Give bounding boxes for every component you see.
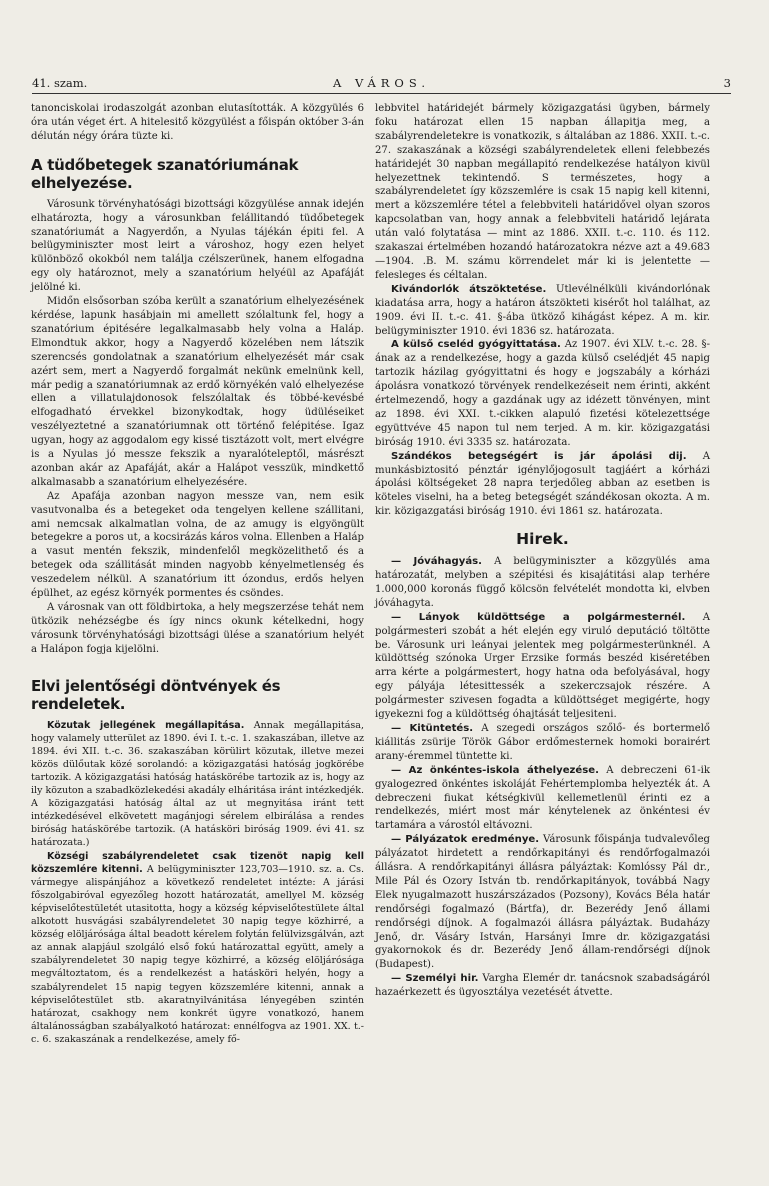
news-item	[375, 555, 710, 611]
ruling-lead: Szándékos betegségért is jár ápolási dij.	[391, 450, 687, 462]
news-lead: — Pályázatok eredménye.	[391, 834, 540, 846]
issue-number: 41. szam.	[32, 76, 88, 90]
decisions-heading: Elvi jelentőségi döntvények és rendeletek.	[31, 676, 281, 713]
news-item	[375, 611, 710, 722]
news-text: A belügyminiszter a közgyülés ama határozatát, melyben a szépitési és kisajátitási alap terhére 1.000,000 koronás függő kölcsön felvételét mondotta ki, elvben jóváhagyta.	[375, 556, 710, 609]
news-item	[375, 764, 710, 834]
ruling-item	[375, 450, 710, 520]
decision-lead: Községi szabályrendeletet csak tizenöt napig kell közszemlére kitenni.	[31, 850, 364, 875]
news-lead: — Személyi hir.	[391, 973, 479, 985]
news-lead: — Lányok küldöttsége a polgármesternél.	[391, 611, 686, 623]
ruling-text: Az 1907. évi XLV. t.-c. 28. §-ának az a rendelkezése, hogy a gazda külső cselédjét 45 napig tartozik házilag gyógyittatni és hogy e jogszabály a kórházi ápolásra vonatkozó törvények rendelkezéseit nem érinti, akként értelmezendő, hogy a gazdának ugy az idézett tönvényen, mint az 1898. évi XXI. t.-cikken alapuló fizetési kötelezettsége együttvéve 45 napon tul nem terjed. A m. kir. közigazgatási biróság 1910. évi 3335 sz. határozata.	[375, 339, 710, 448]
news-lead: — Kitüntetés.	[391, 722, 474, 734]
masthead-title: A VÁROS.	[332, 76, 430, 90]
news-item	[375, 722, 710, 764]
ruling-item	[375, 283, 710, 339]
news-text: Városunk főispánja tudvalevőleg pályázatot hirdetett a rendőrkapitányi és rendőrfogalmazói állásra. A rendőrkapitányi állásra pályáztak: Komlóssy Pál dr., Mile Pál és Ozory István tb. rendőrkapitányok, továbbá Nagy Elek nyugalmazott huszárszázados (Pozsony), Kovács Béla határ rendőrségi fogalmazó (Bártfa), dr. Bezerédy Jenő állami rendőrségi díjnok. A fogalmazói állásra pályáztak. Budaházy Jenő, dr. Vásáry István, Harsányi Imre dr. közigazgatási gyakornokok és dr. Bezerédy Jenő állam-rendőrségi díjnok (Budapest).	[375, 834, 711, 971]
news-lead: — Jóváhagyás.	[391, 556, 482, 568]
decision-text: A belügyminiszter 123,703—1910. sz. a. Cs. vármegye alispánjához a következő rendeletet intézte: A járási főszolgabiróval egyezőleg hozott határozatát, amellyel M. község képviselőtestületét utasitotta, hogy a község képviselőtestülete által alkotott husvágási szabályrendeletet 30 napig tegye közhirré, a község elöljárósága által beadott kérelem folytán felülvizsgálván, azt az annak alapjául szolgáló első fokú határozattal együtt, amely a szabályrendeletet 30 napig tegye közhirré, a község elöljárósága megváltoztatom, és a rendelkezést a hatásköri helyén, hogy a szabályrendelet 15 napig tegyen közszemlére kitenni, annak a képviselőtestület stb. akaratnyilvánitása lényegében szintén határozat, csakhogy nem konkrét ügyre vonatkozó, hanem általánosságban szabályalkotó határozat: ennélfogva az 1901. XX. t.-c. 6. szakaszának a rendelkezése, amely fő-	[31, 863, 364, 1045]
news-text: Vargha Elemér dr. tanácsnok szabadságáról hazaérkezett és ügyosztálya vezetését átvette.	[375, 973, 710, 999]
news-heading: Hirek.	[516, 530, 569, 549]
decision-lead: Közutak jellegének megállapitása.	[47, 719, 245, 731]
ruling-text: A munkásbiztositó pénztár igénylőjogosult tagjáért a kórházi ápolási költségeket 28 napra terjedőleg abban az esetben is köteles viselni, ha a beteg betegségét szándékosan okozta. A m. kir. közigazgatási biróság 1910. évi 1861 sz. határozata.	[375, 450, 710, 518]
news-item	[375, 833, 710, 972]
news-lead: — Az önkéntes-iskola áthelyezése.	[391, 764, 599, 776]
decision-item	[31, 719, 364, 850]
decision-item	[31, 850, 364, 1046]
ruling-lead: A külső cseléd gyógyittatása.	[391, 339, 561, 351]
left-column	[31, 102, 364, 1046]
right-column	[375, 102, 710, 1000]
intro-paragraph: tanonciskolai irodaszolgát azonban elutasították. A közgyülés 6 óra után véget ért. A hitelesitő közgyülést a főispán október 3-án délután négy órára tüzte ki.	[31, 103, 364, 142]
continuation-paragraph: lebbvitel határidejét bármely közigazgatási ügyben, bármely foku határozat ellen 15 napban állapitja meg, a szabályrendeletekre is vonatkozik, s általában az 1886. XXII. t.-c. 27. szakaszának a községi szabályrendeletek elleni felebbezés határidejét 30 napban megállapitó rendelkezése hatályon kivül helyezettnek tekintendő. S természetes, hogy a szabályrendeletet így közszemlére is csak 15 napig kell kitenni, mert a közszemlére tétel a felebbviteli határidővel olyan szoros kapcsolatban van, hogy annak a felebbviteli határidő lejárata után való folytatása — mint az 1886. XXII. t.-c. 110. és 112. szakaszai értelmében hozandó határozatokra nézve azt a 49.683—1904. .B. M. számu körrendelet már ki is jelentette — felesleges és céltalan.	[375, 103, 710, 281]
news-text: A szegedi országos szőlő- és bortermelő kiállitás zsürije Török Gábor erdőmesternek homoki borairért arany-éremmel tüntette ki.	[375, 722, 710, 762]
news-text: A debreczeni 61-ik gyalogezred önkéntes iskoláját Fehértemplomba helyezték át. A debreczeni fiukat kétségkivül kellemetlenül érinti ez a rendelkezés, miért most már kénytelenek az önkéntesi év tartamára a várostól eltávozni.	[375, 764, 710, 832]
ruling-item	[375, 338, 710, 449]
sanatorium-paragraph: A városnak van ott földbirtoka, a hely megszerzése tehát nem ütközik nehézségbe és így nincs okunk kételkedni, hogy városunk törvényhatósági bizottsági ülése a szanatórium helyét a Halápon fogja kijelölni.	[31, 602, 364, 655]
sanatorium-paragraph: Városunk törvényhatósági bizottsági közgyülése annak idején elhatározta, hogy a városunkban felállitandó tüdőbetegek szanatóriumát a Nagyerdőn, a Nyulas tájékán épiti fel. A belügyminiszter most leirt a városhoz, hogy ezen helyet különböző okokból nem találja czélszerünek, hanem elfogadna egy oly határoznot, mely a szanatórium helyéül az Apafáját jelölné ki.	[31, 198, 364, 294]
ruling-text: Utlevélnélküli kivándorlónak kiadatása arra, hogy a határon átszökteti kisérőt hol találhat, az 1909. évi II. t.-c. 41. §-ába ütköző kihágást képez. A m. kir. belügyminiszter 1910. évi 1836 sz. határozata.	[375, 283, 710, 337]
sanatorium-paragraph: Az Apafája azonban nagyon messze van, nem esik vasutvonalba és a betegeket oda tengelyen kellene szállitani, ami nemcsak alkalmatlan volna, de az amugy is elgyöngült betegekre a poros ut, a kocsirázás káros volna. Ellenben a Haláp a vasut mentén fekszik, mindenfelől megközelithető és a betegek oda szállitását minden nagyobb kényelmetlenség és veszedelem nélkül. A szanatórium itt ózondus, erdős helyen épülhet, az egész környék pormentes és csöndes.	[31, 490, 364, 600]
sanatorium-paragraph: Midőn elsősorban szóba került a szanatórium elhelyezésének kérdése, lapunk hasábjain mi amellett szólaltunk fel, hogy a szanatórium épitésére legalkalmasabb hely volna a Haláp. Elmondtuk akkor, hogy a Nagyerdő közelében nem látszik szerencsés gondolatnak a szanatórium elhelyezését már csak azért sem, mert a Nagyerdő forgalmát nekünk emelnünk kell, már pedig a szanatóriumnak az erdő környékén való elhelyezése ellen a villatulajdonosok felszólaltak és többé-kevésbé elfogadható érvekkel bizonykodtak, hogy üdüléseiket veszélyeztetné a szanatóriumnak ott történő felépitése. Igaz ugyan, hogy az aggodalom egy kissé tisztázott volt, mert elvégre is a Nyulas jó messze fekszik a nyaralóteleptől, másrészt azonban akár az Apafáját, akár a Halápot vesszük, mindkettő alkalmasabb a szanatórium elhelyezésére.	[31, 296, 364, 488]
ruling-lead: Kivándorlók átszöktetése.	[391, 283, 547, 295]
page-number: 3	[723, 76, 731, 90]
sanatorium-heading: A tüdőbetegek szanatóriumának elhelyezése.	[31, 155, 299, 192]
decision-text: Annak megállapitása, hogy valamely utterület az 1890. évi I. t.-c. 1. szakaszában, illetve az 1894. évi XII. t.-c. 36. szakaszában körülirt közutak, illetve mezei közös dülőutak közé sorolandó: a közigazgatási hatóság jogkörébe tartozik. A közigazgatási hatóság hatáskörébe tartozik az is, hogy az ily közuton a szabadközlekedési akadály elháritása iránt intézkedjék. A közigazgatási hatóság által az ut megnyitása iránt tett intézkedésével elkövetett magánjogi sérelem elbirálása a rendes biróság hatáskörébe tartozik. (A hatásköri biróság 1909. évi 41. sz határozata.)	[31, 719, 364, 849]
news-text: A polgármesteri szobát a hét elején egy viruló deputáció töltötte be. Városunk uri leányai jelentek meg polgármesterünknél. A küldöttség szónoka Urger Erzsike formás beszéd kiséretében arra kérte a polgármestert, hogy hatna oda befolyásával, hogy egy pályája létesittessék a szekerczsajok részére. A polgármester szivesen fogadta a küldöttséget megigérte, hogy igyekezni fog a küldöttség óhajtását teljesiteni.	[375, 611, 710, 721]
header-rule	[32, 93, 731, 94]
news-item	[375, 972, 710, 1000]
